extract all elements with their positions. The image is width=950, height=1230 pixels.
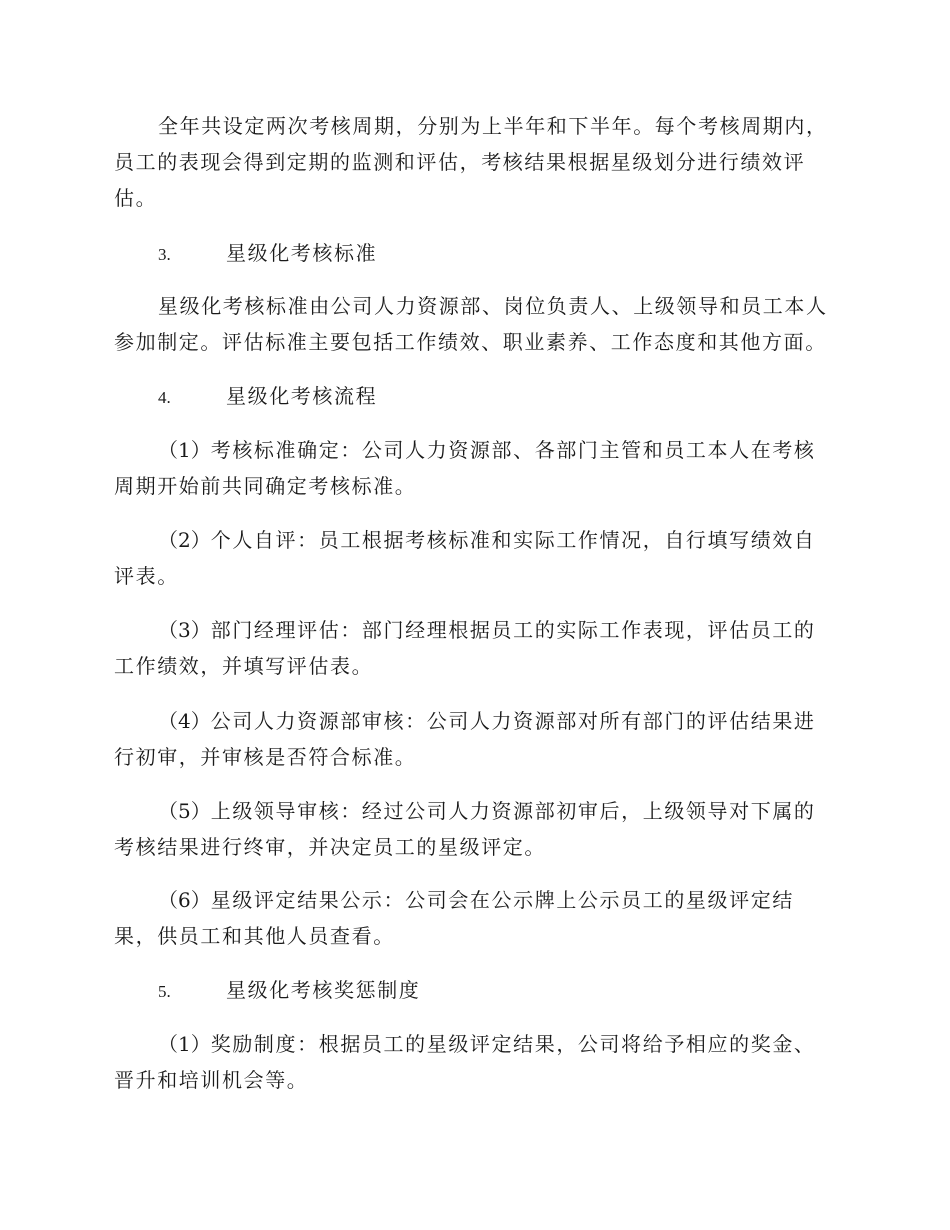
- item-marker: （3）: [158, 618, 211, 642]
- list-item: [114, 882, 834, 954]
- item-text: 星级评定结果公示：公司会在公示牌上公示员工的星级评定结果，供员工和其他人员查看。: [114, 888, 794, 948]
- item-text: 上级领导审核：经过公司人力资源部初审后，上级领导对下属的考核结果进行终审，并决定员工的星级评定。: [114, 799, 816, 859]
- item-marker: （6）: [158, 888, 211, 912]
- item-text: 考核标准确定：公司人力资源部、各部门主管和员工本人在考核周期开始前共同确定考核标准。: [114, 438, 816, 498]
- section-3-paragraph: 星级化考核标准由公司人力资源部、岗位负责人、上级领导和员工本人参加制定。评估标准主要包括工作绩效、职业素养、工作态度和其他方面。: [114, 294, 828, 354]
- item-text: 奖励制度：根据员工的星级评定结果，公司将给予相应的奖金、晋升和培训机会等。: [114, 1032, 816, 1092]
- section-heading-3: [158, 235, 377, 273]
- item-marker: （2）: [158, 528, 211, 552]
- item-text: 部门经理评估：部门经理根据员工的实际工作表现，评估员工的工作绩效，并填写评估表。: [114, 618, 816, 678]
- section-heading-4: [158, 378, 377, 416]
- item-marker: （1）: [158, 438, 211, 462]
- section-heading-5: [158, 972, 420, 1010]
- item-marker: （5）: [158, 799, 211, 823]
- list-item: [114, 432, 834, 504]
- item-text: 公司人力资源部审核：公司人力资源部对所有部门的评估结果进行初审，并审核是否符合标准。: [114, 709, 816, 769]
- list-item: [114, 612, 834, 684]
- list-item: [114, 793, 834, 865]
- item-marker: （4）: [158, 709, 211, 733]
- section-number: 4.: [158, 388, 171, 407]
- section-number: 3.: [158, 245, 171, 264]
- section-title: 星级化考核标准: [226, 241, 378, 265]
- item-marker: （1）: [158, 1032, 211, 1056]
- list-item: [114, 703, 834, 775]
- section-title: 星级化考核流程: [226, 384, 378, 408]
- section-number: 5.: [158, 982, 171, 1001]
- intro-paragraph: 全年共设定两次考核周期，分别为上半年和下半年。每个考核周期内，员工的表现会得到定期的监测和评估，考核结果根据星级划分进行绩效评估。: [114, 114, 828, 210]
- list-item: [114, 1026, 834, 1098]
- section-title: 星级化考核奖惩制度: [226, 978, 421, 1002]
- item-text: 个人自评：员工根据考核标准和实际工作情况，自行填写绩效自评表。: [114, 528, 816, 588]
- list-item: [114, 522, 834, 594]
